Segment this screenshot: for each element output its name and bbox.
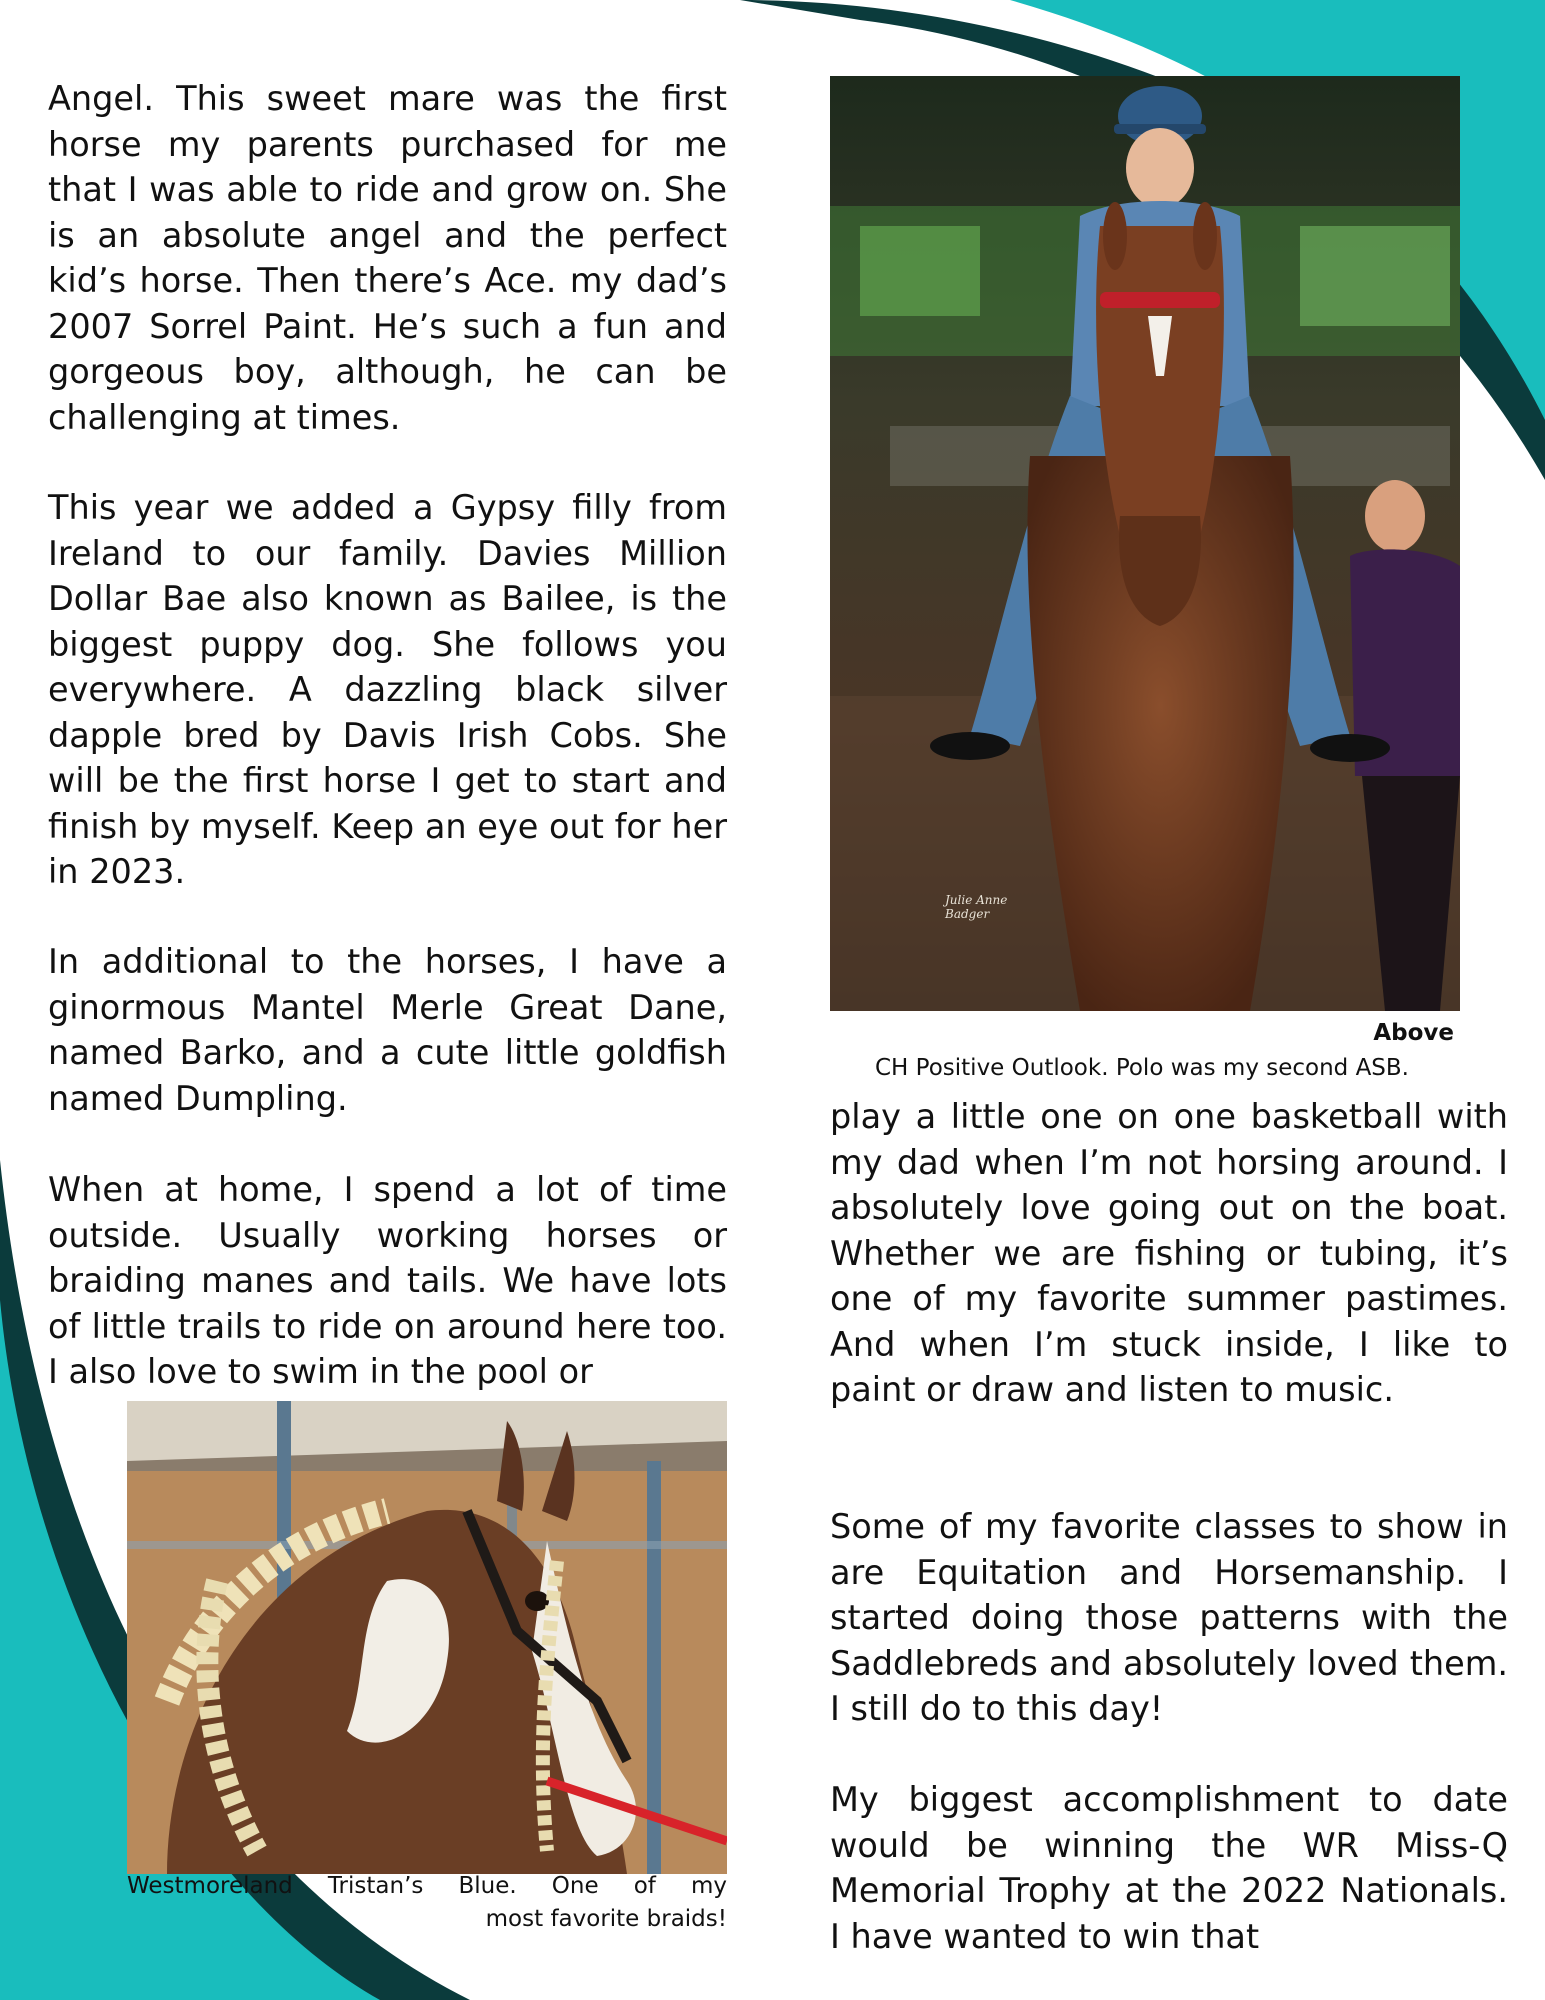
photographer-watermark: Julie Anne Badger	[945, 893, 1008, 921]
left-paragraph-gypsy-filly: This year we added a Gypsy filly from Ireland to our family. Davies Million Dollar Bae also known as Bailee, is the biggest puppy dog. She follows you everywhere. A dazzling black silver dapple bred by Davis Irish Cobs. She will be the first horse I get to start and finish by myself. Keep an eye out for her in 2023.	[48, 488, 727, 891]
left-paragraph-at-home: When at home, I spend a lot of time outside. Usually working horses or braiding manes and tails. We have lots of little trails to ride on around here too. I also love to swim in the pool or	[48, 1170, 727, 1391]
bottom-photo-caption-line2: most favorite braids!	[485, 1906, 727, 1932]
left-paragraph-pets: In additional to the horses, I have a ginormous Mantel Merle Great Dane, named Barko, and a cute little goldfish named Dumpling.	[48, 942, 727, 1118]
right-paragraph-accomplishment: My biggest accomplishment to date would be winning the WR Miss-Q Memorial Trophy at the 2022 Nationals. I have wanted to win that	[830, 1780, 1508, 1956]
top-photo-caption-text: CH Positive Outlook. Polo was my second ASB.	[875, 1055, 1409, 1081]
braided-horse-illustration	[127, 1401, 727, 1874]
left-paragraph-angel: Angel. This sweet mare was the first horse my parents purchased for me that I was able to ride and grow on. She is an absolute angel and the perfect kid’s horse. Then there’s Ace. my dad’s 2007 Sorrel Paint. He’s such a fun and gorgeous boy, although, he can be challenging at times.	[48, 79, 727, 437]
photo-braided-horse	[127, 1401, 727, 1874]
top-photo-caption-heading: Above	[1373, 1020, 1454, 1046]
right-paragraph-hobbies: play a little one on one basketball with my dad when I’m not horsing around. I absolutely love going out on the boat. Whether we are fishing or tubing, it’s one of my favorite summer pastimes. And when I’m stuck inside, I like to paint or draw and listen to music.	[830, 1097, 1508, 1409]
rider-photo-illustration	[830, 76, 1460, 1011]
bottom-photo-caption-line1	[127, 1870, 727, 1902]
bottom-photo-caption-line1-text: Westmoreland Tristan’s Blue. One of my	[127, 1873, 727, 1899]
right-paragraph-favorite-classes: Some of my favorite classes to show in are Equitation and Horsemanship. I started doing those patterns with the Saddlebreds and absolutely loved them. I still do to this day!	[830, 1507, 1508, 1728]
photo-rider-on-horse	[830, 76, 1460, 1011]
